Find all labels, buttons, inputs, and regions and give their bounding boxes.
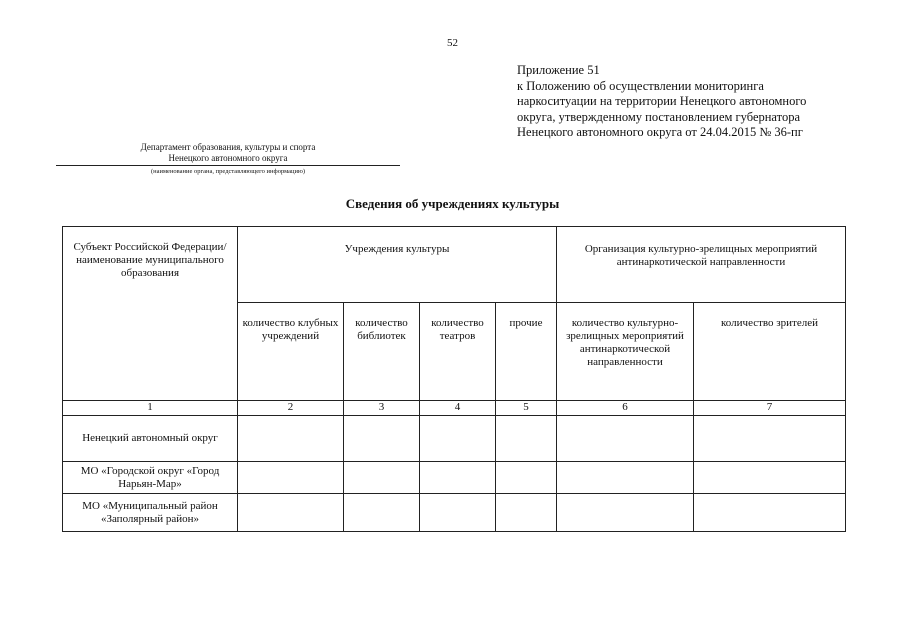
- department-block: [56, 142, 400, 176]
- table-cell: [420, 416, 496, 462]
- table-cell: [496, 416, 557, 462]
- table-cell: [238, 494, 344, 532]
- department-name: Департамент образования, культуры и спорта: [140, 142, 316, 152]
- appendix-line: наркоситуации на территории Ненецкого автономного: [517, 94, 807, 108]
- table-cell: [496, 494, 557, 532]
- column-number: 6: [557, 401, 694, 416]
- column-number: 3: [344, 401, 420, 416]
- column-number: 5: [496, 401, 557, 416]
- table-cell: [344, 416, 420, 462]
- department-name-cont: Ненецкого автономного округа: [168, 153, 288, 163]
- table-cell: [694, 494, 846, 532]
- header-culture-institutions: Учреждения культуры: [238, 227, 557, 303]
- header-theaters: количество театров: [420, 303, 496, 401]
- table-row: [63, 416, 846, 462]
- department-underline: [56, 165, 400, 166]
- department-caption: (наименование органа, представляющего информацию): [150, 168, 306, 175]
- column-number: 4: [420, 401, 496, 416]
- table-cell: [557, 494, 694, 532]
- column-number: 2: [238, 401, 344, 416]
- table-cell: [496, 462, 557, 494]
- table-cell: [344, 462, 420, 494]
- table-row: [63, 462, 846, 494]
- header-libraries: количество библиотек: [344, 303, 420, 401]
- header-subject: Субъект Российской Федерации/ наименование муниципального образования: [63, 227, 238, 401]
- column-number: 1: [63, 401, 238, 416]
- header-clubs: количество клубных учреждений: [238, 303, 344, 401]
- table-cell: [344, 494, 420, 532]
- table-cell: [557, 462, 694, 494]
- culture-institutions-table: [62, 226, 846, 532]
- table-cell: [238, 462, 344, 494]
- table-cell: [694, 416, 846, 462]
- appendix-line: Приложение 51: [517, 63, 600, 77]
- header-events-count: количество культурно-зрелищных мероприятий антинаркотической направленности: [557, 303, 694, 401]
- header-other: прочие: [496, 303, 557, 401]
- table-cell: [694, 462, 846, 494]
- table-cell: [557, 416, 694, 462]
- row-name: Ненецкий автономный округ: [63, 416, 238, 462]
- header-events-organization: Организация культурно-зрелищных мероприятий антинаркотической направленности: [557, 227, 846, 303]
- appendix-line: к Положению об осуществлении мониторинга: [517, 78, 764, 93]
- appendix-line: Ненецкого автономного округа от 24.04.2015 № 36-пг: [517, 125, 803, 139]
- table-cell: [420, 462, 496, 494]
- page-number: 52: [447, 37, 458, 49]
- column-number: 7: [694, 401, 846, 416]
- table-row: [63, 494, 846, 532]
- row-name: МО «Муниципальный район «Заполярный район»: [63, 494, 238, 532]
- appendix-block: [517, 63, 897, 141]
- header-spectators: количество зрителей: [694, 303, 846, 401]
- appendix-line: округа, утвержденному постановлением губернатора: [517, 109, 800, 124]
- table-cell: [238, 416, 344, 462]
- document-title: Сведения об учреждениях культуры: [345, 196, 560, 211]
- row-name: МО «Городской округ «Город Нарьян-Мар»: [63, 462, 238, 494]
- table-cell: [420, 494, 496, 532]
